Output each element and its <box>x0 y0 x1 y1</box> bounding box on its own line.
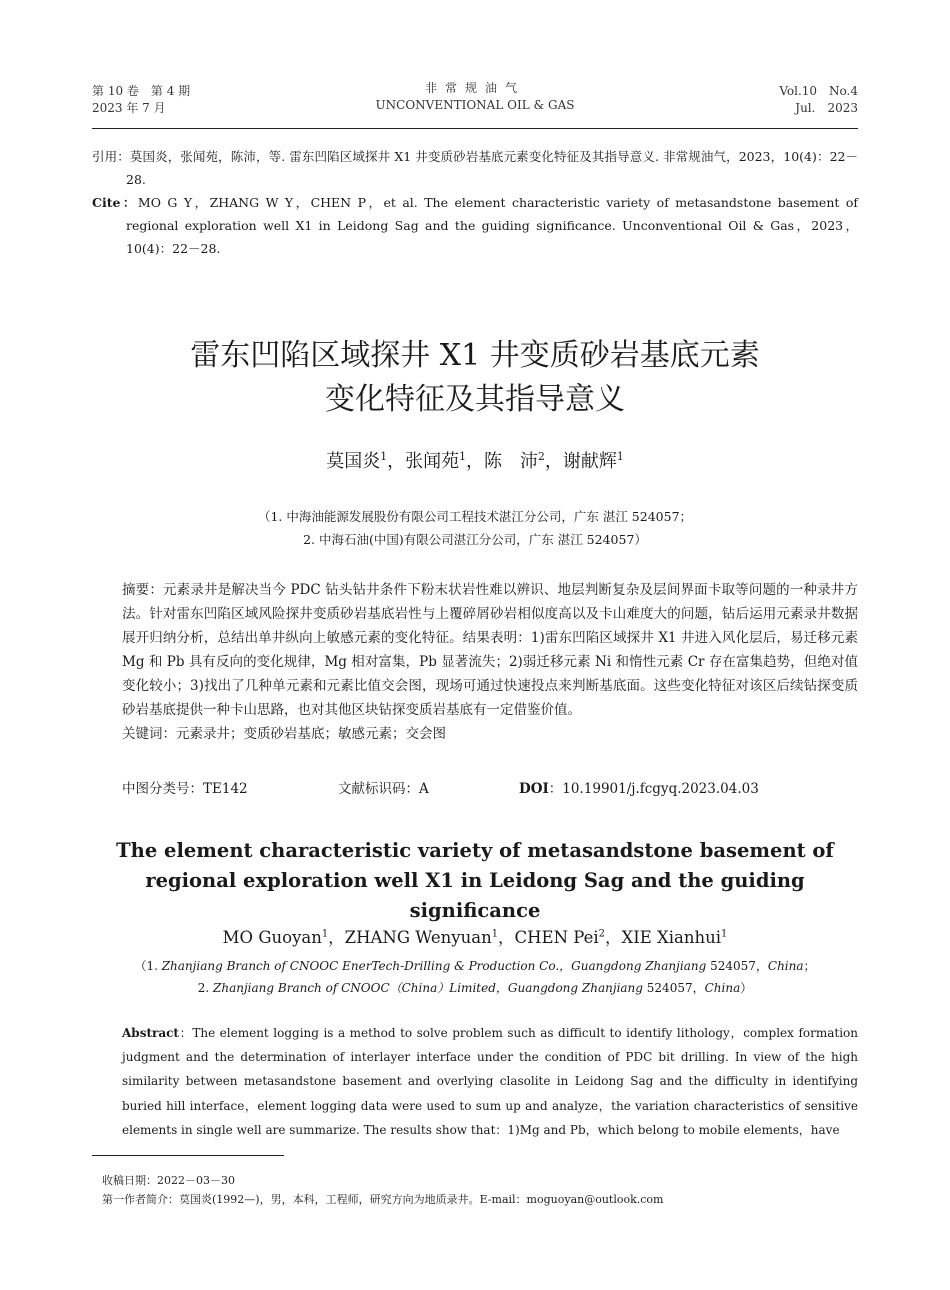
affiliation-cn-1: （1. 中海油能源发展股份有限公司工程技术湛江分公司，广东 湛江 524057； <box>257 509 693 524</box>
author-cn-sup: 1 <box>616 450 624 463</box>
aff-en-2-prefix: 2. <box>197 981 214 995</box>
author-cn-name: 张闻苑 <box>405 451 460 472</box>
author-en <box>515 928 622 947</box>
aff-en-2-end: ） <box>740 981 753 995</box>
aff-en-1-prefix: （1. <box>134 959 162 973</box>
author-en-name: MO Guoyan <box>222 928 322 947</box>
journal-name-cn: 非常规油气 <box>424 81 525 95</box>
author-bio: 第一作者简介：莫国炎(1992—)，男，本科，工程师，研究方向为地质录井。E-mail：moguoyan@outlook.com <box>102 1193 664 1206</box>
author-cn-name: 谢献辉 <box>562 451 617 472</box>
date-cn: 2023 年 7 月 <box>92 101 166 115</box>
doi <box>519 778 759 800</box>
aff-en-2-org: Zhanjiang Branch of CNOOC（China）Limited，Guangdong Zhanjiang <box>213 981 643 995</box>
footnote-rule <box>92 1155 284 1156</box>
author-en-name: CHEN Pei <box>514 928 599 947</box>
author-cn-sep: ， <box>466 451 484 472</box>
author-en <box>345 928 515 947</box>
title-cn <box>92 334 858 422</box>
author-en-sep: ， <box>498 928 515 947</box>
author-en-sup: 1 <box>721 928 728 940</box>
author-en-sep: ， <box>328 928 345 947</box>
aff-en-1-zip: 524057， <box>706 959 768 973</box>
received-date: 收稿日期：2022－03－30 <box>102 1174 235 1187</box>
abstract-cn <box>122 578 858 746</box>
author-en-name: ZHANG Wenyuan <box>344 928 492 947</box>
vol-issue-cn: 第 10 卷 第 4 期 <box>92 84 191 98</box>
author-en-name: XIE Xianhui <box>621 928 722 947</box>
author-cn <box>405 451 484 472</box>
aff-en-2-zip: 524057， <box>642 981 705 995</box>
vol-issue-en: Vol.10 No.4 <box>779 84 858 98</box>
citation-cn-text: 莫国炎，张闻苑，陈沛，等. 雷东凹陷区域探井 X1 井变质砂岩基底元素变化特征及其指导意义. 非常规油气，2023，10(4)：22－28. <box>126 149 858 187</box>
aff-en-2-country: China <box>704 981 741 995</box>
author-en-sup: 2 <box>598 928 605 940</box>
footnote <box>102 1171 858 1209</box>
journal-name-en: UNCONVENTIONAL OIL & GAS <box>375 98 575 112</box>
author-cn-sup: 1 <box>380 450 388 463</box>
title-en: The element characteristic variety of metasandstone basement of regional exploration well X1 in Leidong Sag and the guiding significance <box>116 839 834 922</box>
header-rule <box>92 128 858 129</box>
header-left <box>92 83 190 117</box>
authors-en <box>92 925 858 951</box>
citation-en <box>92 191 858 260</box>
title-cn-line2: 变化特征及其指导意义 <box>325 382 625 417</box>
author-cn-sep: ， <box>544 451 563 472</box>
author-en-sup: 1 <box>321 928 329 940</box>
affiliation-en-2 <box>92 977 858 999</box>
doi-label: DOI <box>519 781 549 797</box>
keywords-cn: 关键词：元素录井；变质砂岩基底；敏感元素；交会图 <box>122 726 446 742</box>
abstract-en-text: ：The element logging is a method to solve problem such as difficult to identify lithology，complex formation judgment and the determination of interlayer interface under the condition of PDC bit drilling. In view of the high similarity between metasandstone basement and overlying clasolite in Leidong Sag and the difficulty in identifying buried hill interface，element logging data were used to sum up and analyze，the variation characteristics of sensitive elements in single well are summarize. The results show that：1)Mg and Pb，which belong to mobile elements，have <box>122 1026 858 1137</box>
header-center <box>300 80 650 114</box>
aff-en-1-country: China <box>767 959 804 973</box>
author-cn <box>484 451 563 472</box>
author-cn <box>563 451 624 472</box>
author-cn-sup: 1 <box>459 450 466 463</box>
affiliation-cn-2: 2. 中海石油(中国)有限公司湛江分公司，广东 湛江 524057） <box>303 532 647 547</box>
authors-cn <box>92 448 858 476</box>
citation-cn <box>92 145 858 191</box>
affiliations-cn <box>92 505 858 551</box>
aff-en-1-end: ； <box>803 959 816 973</box>
author-cn-name: 莫国炎 <box>326 451 381 472</box>
document-code: 文献标识码：A <box>338 781 429 797</box>
clc-number: 中图分类号：TE142 <box>122 781 248 797</box>
abstract-en-label: Abstract <box>122 1026 179 1040</box>
author-en <box>223 928 345 947</box>
citation-cn-label: 引用： <box>92 149 130 164</box>
author-cn-name: 陈 沛 <box>484 451 538 472</box>
date-en: Jul. 2023 <box>795 101 858 115</box>
doi-value: ：10.19901/j.fcgyq.2023.04.03 <box>548 781 759 797</box>
affiliation-en-1 <box>92 955 858 977</box>
title-cn-line1: 雷东凹陷区域探井 X1 井变质砂岩基底元素 <box>190 338 760 373</box>
author-cn-sup: 2 <box>538 450 545 463</box>
abstract-cn-text: 摘要：元素录井是解决当今 PDC 钻头钻井条件下粉末状岩性难以辨识、地层判断复杂及层间界面卡取等问题的一种录井方法。针对雷东凹陷区域风险探井变质砂岩基底岩性与上覆碎屑砂岩相似度高以及卡山难度大的问题，钻后运用元素录井数据展开归纳分析，总结出单井纵向上敏感元素的变化特征。结果表明：1)雷东凹陷区域探井 X1 井进入风化层后，易迁移元素 Mg 和 Pb 具有反向的变化规律，Mg 相对富集，Pb 显著流失；2)弱迁移元素 Ni 和惰性元素 Cr 存在富集趋势，但绝对值变化较小；3)找出了几种单元素和元素比值交会图，现场可通过快速投点来判断基底面。这些变化特征对该区后续钻探变质砂岩基底提供一种卡山思路，也对其他区块钻探变质岩基底有一定借鉴价值。 <box>122 582 858 718</box>
abstract-en <box>122 1021 858 1142</box>
header-right <box>779 83 858 117</box>
citation-en-text: MO G Y，ZHANG W Y，CHEN P，et al. The element characteristic variety of metasandstone basement of regional exploration well X1 in Leidong Sag and the guiding significance. Unconventional Oil & Gas，2023，10(4)：22－28. <box>126 195 858 256</box>
author-cn-sep: ， <box>387 451 406 472</box>
author-en-sep: ， <box>604 928 622 947</box>
author-en-sup: 1 <box>491 928 499 940</box>
author-en <box>621 928 727 947</box>
author-cn <box>326 451 405 472</box>
aff-en-1-org: Zhanjiang Branch of CNOOC EnerTech-Drilling & Production Co.，Guangdong Zhanjiang <box>161 959 707 973</box>
citation-en-label: Cite： <box>92 195 138 210</box>
affiliations-en <box>92 955 858 999</box>
